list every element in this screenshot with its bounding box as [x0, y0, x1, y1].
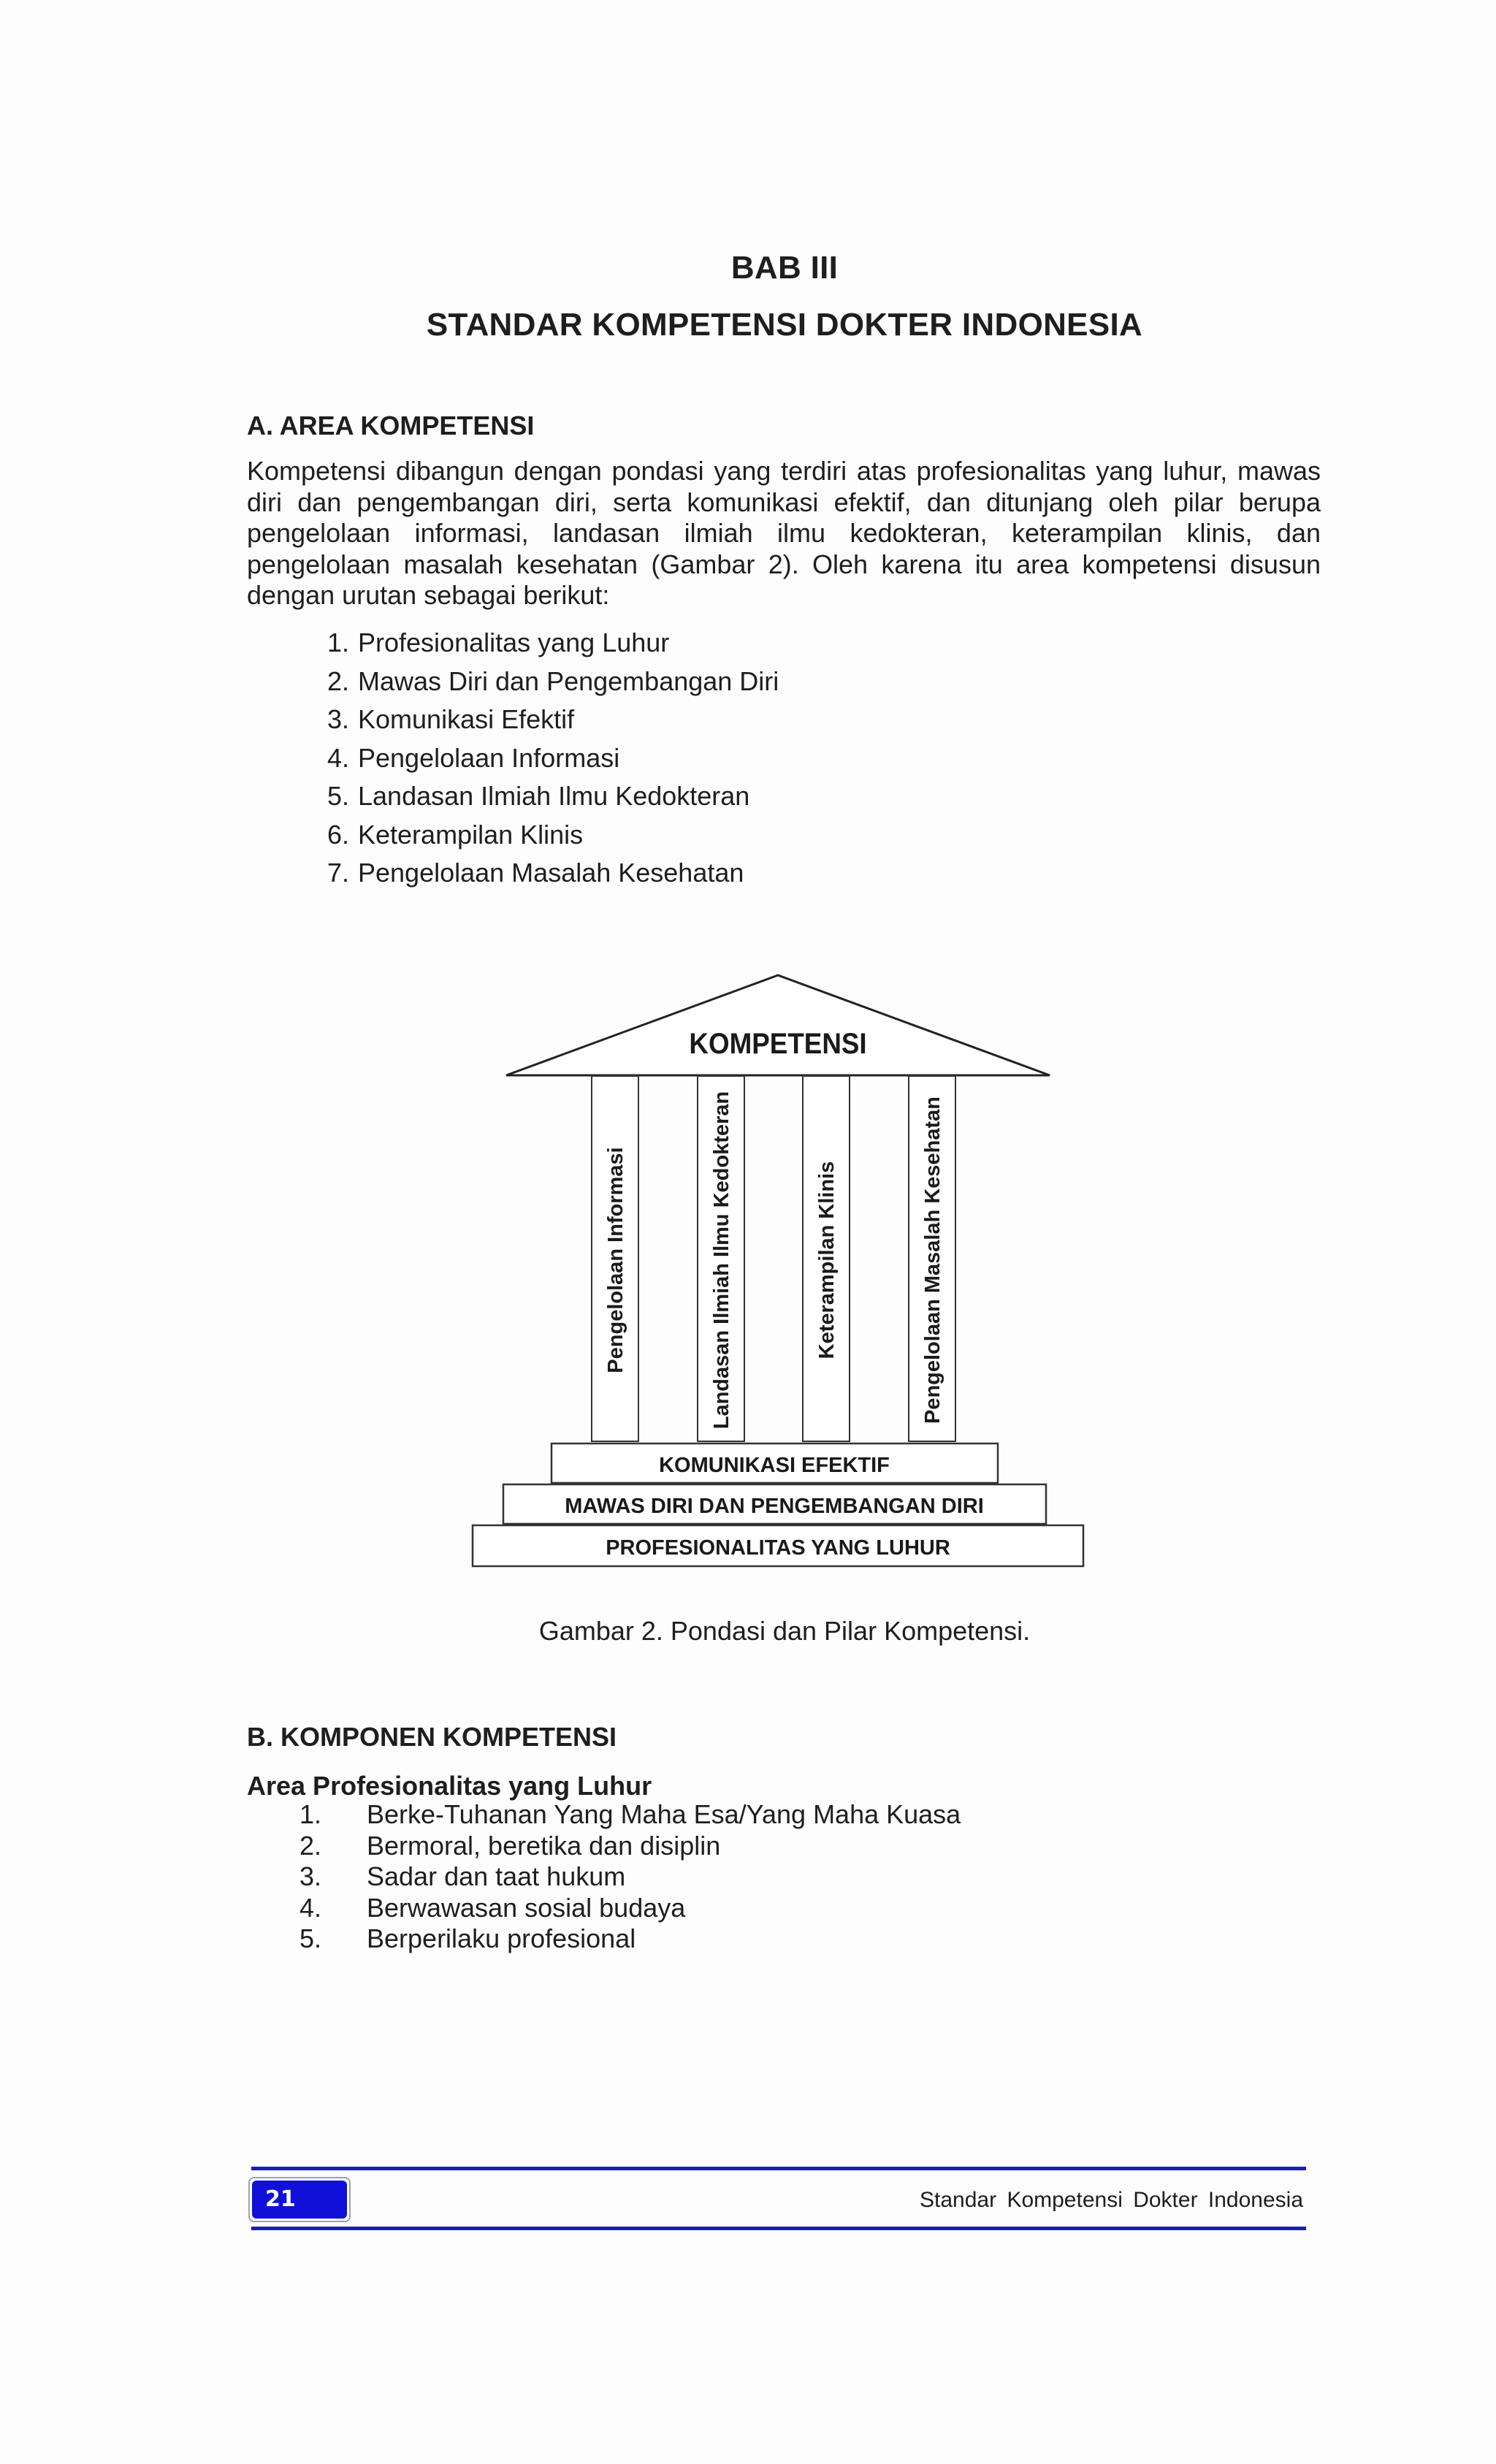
section-b-subheading: Area Profesionalitas yang Luhur — [247, 1771, 652, 1801]
list-item: 2. Bermoral, beretika dan disiplin — [299, 1830, 721, 1861]
list-item: 7. Pengelolaan Masalah Kesehatan — [327, 858, 744, 888]
list-item: 6. Keterampilan Klinis — [327, 819, 584, 850]
list-item: 3. Sadar dan taat hukum — [299, 1861, 626, 1891]
roof-shape — [506, 975, 1050, 1075]
list-item: 4. Berwawasan sosial budaya — [299, 1892, 686, 1923]
list-item: 1. Profesionalitas yang Luhur — [327, 628, 670, 657]
pillar-label: Pengelolaan Informasi — [604, 1147, 627, 1373]
step-label: PROFESIONALITAS YANG LUHUR — [606, 1536, 950, 1560]
section-a-heading: A. AREA KOMPETENSI — [247, 411, 535, 440]
pillar-label: Pengelolaan Masalah Kesehatan — [921, 1096, 944, 1424]
step-label: KOMUNIKASI EFEKTIF — [659, 1454, 890, 1477]
running-title: Standar Kompetensi Dokter Indonesia — [920, 2188, 1303, 2212]
competency-component-list — [299, 1799, 961, 1955]
section-b-heading: B. KOMPONEN KOMPETENSI — [247, 1722, 617, 1752]
list-item: 1. Berke-Tuhanan Yang Maha Esa/Yang Maha Kuasa — [299, 1799, 961, 1829]
step-label: MAWAS DIRI DAN PENGEMBANGAN DIRI — [565, 1495, 984, 1518]
chapter-heading: BAB III — [730, 250, 839, 286]
page-number: 21 — [252, 2181, 347, 2219]
list-item: 5. Berperilaku profesional — [299, 1923, 636, 1953]
list-item: 2. Mawas Diri dan Pengembangan Diri — [327, 665, 779, 696]
roof-label: KOMPETENSI — [689, 1027, 867, 1061]
list-item: 3. Komunikasi Efektif — [327, 704, 575, 734]
section-a-paragraph: Kompetensi dibangun dengan pondasi yang terdiri atas profesionalitas yang luhur, mawas diri dan pengembangan diri, serta komunikasi efektif, dan ditunjang oleh pilar berupa pengelolaan informasi, landasan ilmiah ilmu kedokteran, keterampilan klinis, dan pengelolaan masalah kesehatan (Gambar 2). Oleh karena itu area kompetensi disusun dengan urutan sebagai berikut: — [247, 456, 1321, 610]
list-item: 4. Pengelolaan Informasi — [327, 742, 620, 773]
competency-area-list — [313, 624, 779, 893]
competency-pillar-diagram — [468, 968, 1096, 1574]
page-title: STANDAR KOMPETENSI DOKTER INDONESIA — [426, 307, 1143, 343]
figure-caption: Gambar 2. Pondasi dan Pilar Kompetensi. — [538, 1616, 1031, 1646]
footer-rule-top — [251, 2167, 1306, 2170]
footer-rule-bottom — [251, 2227, 1306, 2230]
pillar-label: Keterampilan Klinis — [815, 1161, 839, 1359]
page-number-badge — [248, 2177, 351, 2222]
list-item: 5. Landasan Ilmiah Ilmu Kedokteran — [327, 781, 750, 811]
pillar-label: Landasan Ilmiah Ilmu Kedokteran — [710, 1091, 733, 1430]
